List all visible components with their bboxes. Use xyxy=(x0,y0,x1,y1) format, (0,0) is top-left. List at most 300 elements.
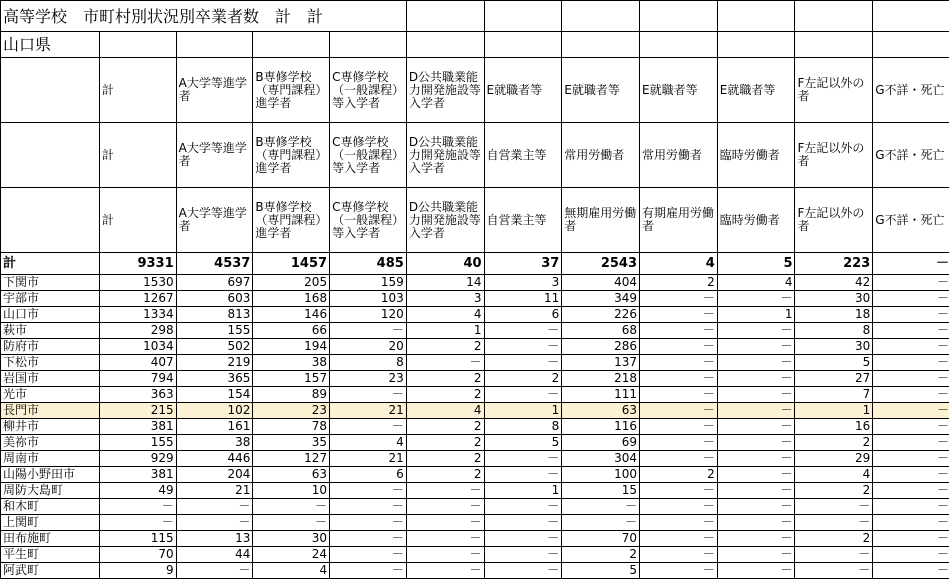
value-cell[interactable]: 78 xyxy=(253,419,330,435)
cell[interactable] xyxy=(484,32,562,58)
value-cell[interactable]: － xyxy=(484,563,562,579)
value-cell[interactable]: 205 xyxy=(253,275,330,291)
municipality-name[interactable]: 光市 xyxy=(1,387,100,403)
value-cell[interactable]: － xyxy=(640,291,718,307)
value-cell[interactable]: － xyxy=(640,307,718,323)
header-cell[interactable]: G不詳・死亡 xyxy=(873,188,949,253)
value-cell[interactable]: 23 xyxy=(253,403,330,419)
value-cell[interactable]: － xyxy=(717,355,795,371)
value-cell[interactable]: 226 xyxy=(562,307,640,323)
value-cell[interactable]: － xyxy=(406,563,484,579)
value-cell[interactable]: － xyxy=(406,483,484,499)
value-cell[interactable]: 38 xyxy=(176,435,253,451)
value-cell[interactable]: － xyxy=(330,499,407,515)
cell[interactable] xyxy=(640,32,718,58)
value-cell[interactable]: － xyxy=(795,547,873,563)
value-cell[interactable]: － xyxy=(717,419,795,435)
value-cell[interactable]: － xyxy=(330,563,407,579)
header-cell[interactable]: E就職者等 xyxy=(484,58,562,123)
value-cell[interactable]: － xyxy=(873,339,949,355)
value-cell[interactable]: 219 xyxy=(176,355,253,371)
value-cell[interactable]: － xyxy=(717,563,795,579)
cell[interactable] xyxy=(562,1,640,32)
value-cell[interactable]: － xyxy=(640,435,718,451)
value-cell[interactable]: － xyxy=(795,499,873,515)
value-cell[interactable]: 159 xyxy=(330,275,407,291)
value-cell[interactable]: － xyxy=(330,547,407,563)
value-cell[interactable]: － xyxy=(406,515,484,531)
value-cell[interactable]: － xyxy=(484,531,562,547)
value-cell[interactable]: 35 xyxy=(253,435,330,451)
header-cell[interactable]: D公共職業能力開発施設等入学者 xyxy=(406,123,484,188)
value-cell[interactable]: － xyxy=(484,355,562,371)
header-cell[interactable]: 計 xyxy=(99,123,176,188)
value-cell[interactable]: － xyxy=(176,563,253,579)
value-cell[interactable]: － xyxy=(640,563,718,579)
value-cell[interactable]: － xyxy=(253,515,330,531)
value-cell[interactable]: 9331 xyxy=(99,253,176,275)
value-cell[interactable]: 23 xyxy=(330,371,407,387)
value-cell[interactable]: － xyxy=(406,499,484,515)
value-cell[interactable]: 16 xyxy=(795,419,873,435)
value-cell[interactable]: 161 xyxy=(176,419,253,435)
municipality-name[interactable]: 長門市 xyxy=(1,403,100,419)
value-cell[interactable]: 69 xyxy=(562,435,640,451)
value-cell[interactable]: 363 xyxy=(99,387,176,403)
value-cell[interactable]: － xyxy=(717,547,795,563)
header-cell[interactable]: D公共職業能力開発施設等入学者 xyxy=(406,188,484,253)
value-cell[interactable]: 381 xyxy=(99,467,176,483)
value-cell[interactable]: 1530 xyxy=(99,275,176,291)
value-cell[interactable]: 68 xyxy=(562,323,640,339)
header-cell[interactable]: E就職者等 xyxy=(717,58,795,123)
value-cell[interactable]: － xyxy=(873,499,949,515)
value-cell[interactable]: 70 xyxy=(562,531,640,547)
value-cell[interactable]: 2 xyxy=(406,339,484,355)
value-cell[interactable]: － xyxy=(99,499,176,515)
value-cell[interactable]: 1034 xyxy=(99,339,176,355)
value-cell[interactable]: － xyxy=(562,499,640,515)
value-cell[interactable]: 4 xyxy=(640,253,718,275)
cell[interactable] xyxy=(253,32,330,58)
cell[interactable] xyxy=(795,32,873,58)
cell[interactable] xyxy=(406,1,484,32)
header-cell[interactable]: D公共職業能力開発施設等入学者 xyxy=(406,58,484,123)
value-cell[interactable]: 10 xyxy=(253,483,330,499)
value-cell[interactable]: － xyxy=(717,483,795,499)
table-row xyxy=(1,403,949,419)
value-cell[interactable]: － xyxy=(253,499,330,515)
municipality-name[interactable]: 美祢市 xyxy=(1,435,100,451)
municipality-name[interactable]: 周南市 xyxy=(1,451,100,467)
value-cell[interactable]: － xyxy=(717,515,795,531)
value-cell[interactable]: 2 xyxy=(795,531,873,547)
value-cell[interactable]: － xyxy=(873,403,949,419)
value-cell[interactable]: 485 xyxy=(330,253,407,275)
value-cell[interactable]: － xyxy=(484,515,562,531)
value-cell[interactable]: － xyxy=(330,515,407,531)
value-cell[interactable]: － xyxy=(717,339,795,355)
value-cell[interactable]: － xyxy=(717,387,795,403)
value-cell[interactable]: － xyxy=(717,291,795,307)
value-cell[interactable]: 21 xyxy=(176,483,253,499)
municipality-name[interactable]: 下松市 xyxy=(1,355,100,371)
value-cell[interactable]: 2 xyxy=(406,435,484,451)
value-cell[interactable]: 14 xyxy=(406,275,484,291)
value-cell[interactable]: 2 xyxy=(795,435,873,451)
cell[interactable] xyxy=(562,32,640,58)
header-cell[interactable]: A大学等進学者 xyxy=(176,188,253,253)
value-cell[interactable]: － xyxy=(330,387,407,403)
value-cell[interactable]: － xyxy=(717,451,795,467)
value-cell[interactable]: － xyxy=(562,515,640,531)
municipality-name[interactable]: 防府市 xyxy=(1,339,100,355)
value-cell[interactable]: 1267 xyxy=(99,291,176,307)
cell[interactable] xyxy=(99,32,176,58)
value-cell[interactable]: － xyxy=(484,467,562,483)
value-cell[interactable]: 4 xyxy=(406,307,484,323)
value-cell[interactable]: － xyxy=(873,355,949,371)
sheet-title[interactable]: 高等学校 市町村別状況別卒業者数 計 計 xyxy=(1,1,407,32)
cell[interactable] xyxy=(330,32,407,58)
municipality-name[interactable]: 萩市 xyxy=(1,323,100,339)
value-cell[interactable]: － xyxy=(484,547,562,563)
value-cell[interactable]: － xyxy=(873,531,949,547)
municipality-name[interactable]: 山口市 xyxy=(1,307,100,323)
value-cell[interactable]: 30 xyxy=(795,291,873,307)
value-cell[interactable]: 7 xyxy=(795,387,873,403)
value-cell[interactable]: 298 xyxy=(99,323,176,339)
value-cell[interactable]: － xyxy=(484,339,562,355)
value-cell[interactable]: 3 xyxy=(484,275,562,291)
value-cell[interactable]: － xyxy=(640,531,718,547)
value-cell[interactable]: － xyxy=(717,531,795,547)
value-cell[interactable]: 2 xyxy=(406,419,484,435)
value-cell[interactable]: 127 xyxy=(253,451,330,467)
value-cell[interactable]: 44 xyxy=(176,547,253,563)
value-cell[interactable]: 8 xyxy=(484,419,562,435)
value-cell[interactable]: 381 xyxy=(99,419,176,435)
header-cell[interactable]: C専修学校（一般課程）等入学者 xyxy=(330,123,407,188)
value-cell[interactable]: 24 xyxy=(253,547,330,563)
value-cell[interactable]: 102 xyxy=(176,403,253,419)
value-cell[interactable]: 2 xyxy=(406,451,484,467)
value-cell[interactable]: 66 xyxy=(253,323,330,339)
table-row xyxy=(1,387,949,403)
value-cell[interactable]: 4 xyxy=(717,275,795,291)
value-cell[interactable]: － xyxy=(873,275,949,291)
value-cell[interactable]: 9 xyxy=(99,563,176,579)
header-cell[interactable]: 有期雇用労働者 xyxy=(640,188,718,253)
value-cell[interactable]: 8 xyxy=(330,355,407,371)
value-cell[interactable]: 2 xyxy=(640,275,718,291)
header-cell[interactable]: E就職者等 xyxy=(640,58,718,123)
value-cell[interactable]: 5 xyxy=(484,435,562,451)
value-cell[interactable]: 70 xyxy=(99,547,176,563)
value-cell[interactable]: － xyxy=(717,403,795,419)
municipality-name[interactable]: 田布施町 xyxy=(1,531,100,547)
value-cell[interactable]: 304 xyxy=(562,451,640,467)
value-cell[interactable]: 30 xyxy=(253,531,330,547)
header-cell[interactable]: F左記以外の者 xyxy=(795,123,873,188)
value-cell[interactable]: － xyxy=(640,339,718,355)
value-cell[interactable]: 1 xyxy=(717,307,795,323)
value-cell[interactable]: － xyxy=(484,499,562,515)
value-cell[interactable]: 1 xyxy=(406,323,484,339)
value-cell[interactable]: 116 xyxy=(562,419,640,435)
value-cell[interactable]: 4 xyxy=(406,403,484,419)
value-cell[interactable]: － xyxy=(99,515,176,531)
value-cell[interactable]: 223 xyxy=(795,253,873,275)
municipality-name[interactable]: 柳井市 xyxy=(1,419,100,435)
municipality-name[interactable]: 下関市 xyxy=(1,275,100,291)
cell[interactable] xyxy=(873,32,949,58)
value-cell[interactable]: 137 xyxy=(562,355,640,371)
value-cell[interactable]: － xyxy=(873,291,949,307)
value-cell[interactable]: 2 xyxy=(484,371,562,387)
value-cell[interactable]: 49 xyxy=(99,483,176,499)
value-cell[interactable]: 1334 xyxy=(99,307,176,323)
value-cell[interactable]: － xyxy=(873,371,949,387)
value-cell[interactable]: － xyxy=(484,387,562,403)
prefecture-label[interactable]: 山口県 xyxy=(1,32,100,58)
header-cell[interactable]: 臨時労働者 xyxy=(717,188,795,253)
municipality-name[interactable]: 和木町 xyxy=(1,499,100,515)
value-cell[interactable]: － xyxy=(717,499,795,515)
value-cell[interactable]: － xyxy=(873,483,949,499)
cell[interactable] xyxy=(717,1,795,32)
value-cell[interactable]: 2 xyxy=(640,467,718,483)
header-row xyxy=(1,188,949,253)
value-cell[interactable]: － xyxy=(873,253,949,275)
value-cell[interactable]: 4537 xyxy=(176,253,253,275)
value-cell[interactable]: 103 xyxy=(330,291,407,307)
value-cell[interactable]: 168 xyxy=(253,291,330,307)
value-cell[interactable]: － xyxy=(640,451,718,467)
value-cell[interactable]: 63 xyxy=(253,467,330,483)
value-cell[interactable]: 5 xyxy=(795,355,873,371)
value-cell[interactable]: 15 xyxy=(562,483,640,499)
header-cell[interactable]: G不詳・死亡 xyxy=(873,123,949,188)
value-cell[interactable]: 603 xyxy=(176,291,253,307)
header-cell[interactable]: A大学等進学者 xyxy=(176,123,253,188)
municipality-name[interactable]: 上関町 xyxy=(1,515,100,531)
value-cell[interactable]: 4 xyxy=(253,563,330,579)
value-cell[interactable]: 6 xyxy=(484,307,562,323)
value-cell[interactable]: 21 xyxy=(330,403,407,419)
value-cell[interactable]: 204 xyxy=(176,467,253,483)
value-cell[interactable]: － xyxy=(795,563,873,579)
municipality-name[interactable]: 山陽小野田市 xyxy=(1,467,100,483)
value-cell[interactable]: 697 xyxy=(176,275,253,291)
municipality-name[interactable]: 岩国市 xyxy=(1,371,100,387)
value-cell[interactable]: － xyxy=(717,323,795,339)
header-cell[interactable]: B専修学校（専門課程）進学者 xyxy=(253,123,330,188)
value-cell[interactable]: － xyxy=(717,371,795,387)
value-cell[interactable]: 18 xyxy=(795,307,873,323)
municipality-name[interactable]: 周防大島町 xyxy=(1,483,100,499)
value-cell[interactable]: 194 xyxy=(253,339,330,355)
value-cell[interactable]: 8 xyxy=(795,323,873,339)
value-cell[interactable]: － xyxy=(484,323,562,339)
header-cell[interactable]: C専修学校（一般課程）等入学者 xyxy=(330,188,407,253)
value-cell[interactable]: 42 xyxy=(795,275,873,291)
value-cell[interactable]: 502 xyxy=(176,339,253,355)
header-cell[interactable]: E就職者等 xyxy=(562,58,640,123)
value-cell[interactable]: 2 xyxy=(406,387,484,403)
cell[interactable] xyxy=(640,1,718,32)
header-cell-empty[interactable] xyxy=(1,123,100,188)
header-cell[interactable]: 計 xyxy=(99,58,176,123)
header-cell[interactable]: 自営業主等 xyxy=(484,123,562,188)
header-cell[interactable]: 臨時労働者 xyxy=(717,123,795,188)
value-cell[interactable]: － xyxy=(717,467,795,483)
value-cell[interactable]: － xyxy=(873,451,949,467)
value-cell[interactable]: － xyxy=(330,531,407,547)
value-cell[interactable]: 1 xyxy=(484,403,562,419)
value-cell[interactable]: 1 xyxy=(795,403,873,419)
value-cell[interactable]: 1457 xyxy=(253,253,330,275)
value-cell[interactable]: 1 xyxy=(484,483,562,499)
header-cell[interactable]: C専修学校（一般課程）等入学者 xyxy=(330,58,407,123)
value-cell[interactable]: 154 xyxy=(176,387,253,403)
value-cell[interactable]: 6 xyxy=(330,467,407,483)
header-cell[interactable]: G不詳・死亡 xyxy=(873,58,949,123)
value-cell[interactable]: 365 xyxy=(176,371,253,387)
header-cell-empty[interactable] xyxy=(1,58,100,123)
value-cell[interactable]: 407 xyxy=(99,355,176,371)
value-cell[interactable]: － xyxy=(873,467,949,483)
value-cell[interactable]: 5 xyxy=(717,253,795,275)
value-cell[interactable]: 120 xyxy=(330,307,407,323)
value-cell[interactable]: － xyxy=(640,419,718,435)
value-cell[interactable]: － xyxy=(640,355,718,371)
municipality-name[interactable]: 阿武町 xyxy=(1,563,100,579)
value-cell[interactable]: － xyxy=(640,547,718,563)
value-cell[interactable]: － xyxy=(873,515,949,531)
value-cell[interactable]: 446 xyxy=(176,451,253,467)
value-cell[interactable]: 813 xyxy=(176,307,253,323)
value-cell[interactable]: 404 xyxy=(562,275,640,291)
value-cell[interactable]: 146 xyxy=(253,307,330,323)
value-cell[interactable]: 4 xyxy=(795,467,873,483)
value-cell[interactable]: － xyxy=(873,563,949,579)
cell[interactable] xyxy=(176,32,253,58)
value-cell[interactable]: － xyxy=(176,499,253,515)
value-cell[interactable]: 218 xyxy=(562,371,640,387)
header-cell-empty[interactable] xyxy=(1,188,100,253)
value-cell[interactable]: 27 xyxy=(795,371,873,387)
value-cell[interactable]: 89 xyxy=(253,387,330,403)
header-row xyxy=(1,123,949,188)
value-cell[interactable]: 2 xyxy=(406,467,484,483)
value-cell[interactable]: 157 xyxy=(253,371,330,387)
value-cell[interactable]: 929 xyxy=(99,451,176,467)
value-cell[interactable]: 155 xyxy=(176,323,253,339)
value-cell[interactable]: 349 xyxy=(562,291,640,307)
value-cell[interactable]: 38 xyxy=(253,355,330,371)
value-cell[interactable]: 155 xyxy=(99,435,176,451)
value-cell[interactable]: 100 xyxy=(562,467,640,483)
cell[interactable] xyxy=(873,1,949,32)
header-cell[interactable]: F左記以外の者 xyxy=(795,188,873,253)
value-cell[interactable]: － xyxy=(330,483,407,499)
header-cell[interactable]: B専修学校（専門課程）進学者 xyxy=(253,188,330,253)
cell[interactable] xyxy=(717,32,795,58)
value-cell[interactable]: 215 xyxy=(99,403,176,419)
value-cell[interactable]: － xyxy=(406,355,484,371)
cell[interactable] xyxy=(484,1,562,32)
value-cell[interactable]: － xyxy=(640,323,718,339)
value-cell[interactable]: － xyxy=(640,403,718,419)
municipality-name[interactable]: 平生町 xyxy=(1,547,100,563)
value-cell[interactable]: 115 xyxy=(99,531,176,547)
value-cell[interactable]: － xyxy=(330,419,407,435)
value-cell[interactable]: － xyxy=(795,515,873,531)
value-cell[interactable]: － xyxy=(406,547,484,563)
value-cell[interactable]: － xyxy=(873,307,949,323)
cell[interactable] xyxy=(406,32,484,58)
value-cell[interactable]: － xyxy=(176,515,253,531)
value-cell[interactable]: 2 xyxy=(562,547,640,563)
value-cell[interactable]: － xyxy=(873,387,949,403)
value-cell[interactable]: 30 xyxy=(795,339,873,355)
header-cell[interactable]: 計 xyxy=(99,188,176,253)
value-cell[interactable]: 20 xyxy=(330,339,407,355)
value-cell[interactable]: 3 xyxy=(406,291,484,307)
value-cell[interactable]: － xyxy=(640,387,718,403)
header-cell[interactable]: F左記以外の者 xyxy=(795,58,873,123)
value-cell[interactable]: － xyxy=(406,531,484,547)
value-cell[interactable]: 2 xyxy=(795,483,873,499)
value-cell[interactable]: 37 xyxy=(484,253,562,275)
value-cell[interactable]: － xyxy=(873,435,949,451)
value-cell[interactable]: － xyxy=(873,323,949,339)
value-cell[interactable]: － xyxy=(640,499,718,515)
value-cell[interactable]: － xyxy=(640,515,718,531)
value-cell[interactable]: － xyxy=(484,451,562,467)
value-cell[interactable]: 13 xyxy=(176,531,253,547)
header-cell[interactable]: 常用労働者 xyxy=(562,123,640,188)
value-cell[interactable]: 5 xyxy=(562,563,640,579)
municipality-name[interactable]: 宇部市 xyxy=(1,291,100,307)
cell[interactable] xyxy=(795,1,873,32)
value-cell[interactable]: － xyxy=(717,435,795,451)
value-cell[interactable]: 29 xyxy=(795,451,873,467)
header-cell[interactable]: A大学等進学者 xyxy=(176,58,253,123)
value-cell[interactable]: 63 xyxy=(562,403,640,419)
value-cell[interactable]: 286 xyxy=(562,339,640,355)
value-cell[interactable]: 21 xyxy=(330,451,407,467)
value-cell[interactable]: 40 xyxy=(406,253,484,275)
value-cell[interactable]: 11 xyxy=(484,291,562,307)
row-label[interactable]: 計 xyxy=(1,253,100,275)
value-cell[interactable]: － xyxy=(330,323,407,339)
value-cell[interactable]: 4 xyxy=(330,435,407,451)
value-cell[interactable]: － xyxy=(873,547,949,563)
value-cell[interactable]: 111 xyxy=(562,387,640,403)
value-cell[interactable]: 794 xyxy=(99,371,176,387)
value-cell[interactable]: － xyxy=(873,419,949,435)
header-cell[interactable]: 自営業主等 xyxy=(484,188,562,253)
header-cell[interactable]: 無期雇用労働者 xyxy=(562,188,640,253)
header-cell[interactable]: B専修学校（専門課程）進学者 xyxy=(253,58,330,123)
header-cell[interactable]: 常用労働者 xyxy=(640,123,718,188)
value-cell[interactable]: － xyxy=(640,483,718,499)
value-cell[interactable]: 2 xyxy=(406,371,484,387)
value-cell[interactable]: － xyxy=(640,371,718,387)
value-cell[interactable]: 2543 xyxy=(562,253,640,275)
